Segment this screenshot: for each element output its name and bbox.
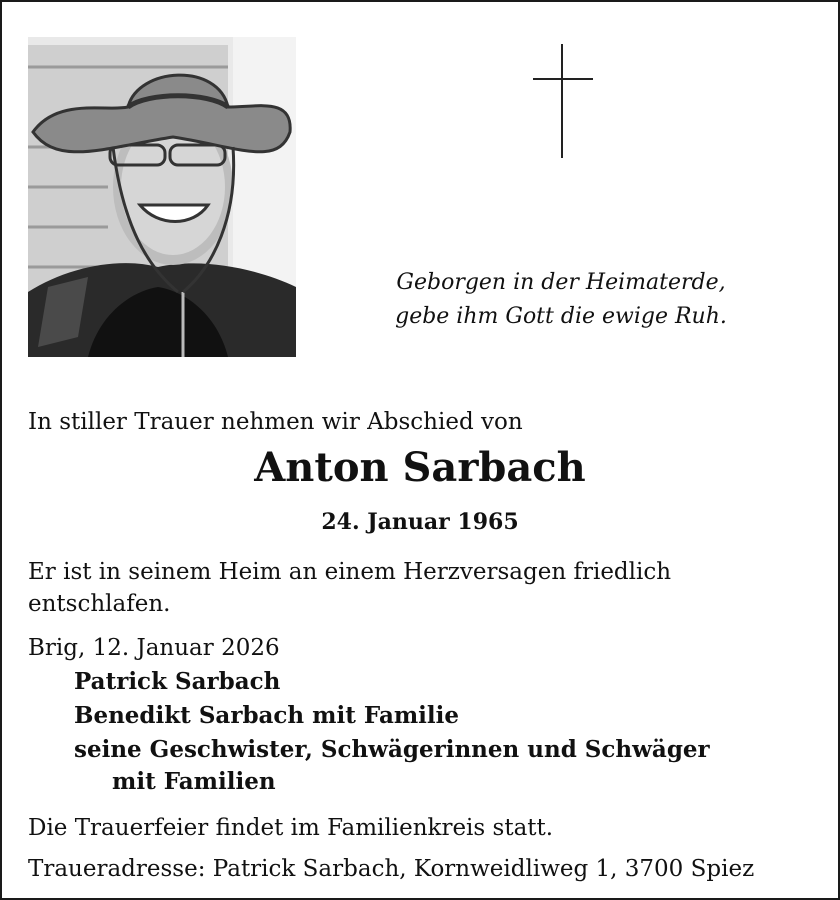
address: Traueradresse: Patrick Sarbach, Kornweidliweg 1, 3700 Spiez (28, 856, 755, 882)
place-date: Brig, 12. Januar 2026 (28, 635, 280, 661)
intro-text: In stiller Trauer nehmen wir Abschied von (28, 409, 523, 435)
message-line: Er ist in seinem Heim an einem Herzversagen friedlich (28, 559, 672, 585)
funeral-info: Die Trauerfeier findet im Familienkreis statt. (28, 815, 554, 841)
verse-line: gebe ihm Gott die ewige Ruh. (395, 304, 727, 329)
birth-date: 24. Januar 1965 (321, 509, 519, 535)
mourner-line: Benedikt Sarbach mit Familie (74, 702, 460, 729)
deceased-name: Anton Sarbach (254, 444, 586, 491)
message-line: entschlafen. (28, 591, 171, 617)
portrait-photo (28, 37, 296, 357)
verse (380, 266, 742, 334)
portrait-image-icon (28, 37, 296, 357)
mourner-line: Patrick Sarbach (74, 668, 281, 695)
verse-line: Geborgen in der Heimaterde, (396, 270, 726, 295)
cross-icon (530, 44, 594, 160)
mourner-line: mit Familien (112, 768, 276, 795)
mourner-line: seine Geschwister, Schwägerinnen und Schwäger (74, 736, 710, 763)
